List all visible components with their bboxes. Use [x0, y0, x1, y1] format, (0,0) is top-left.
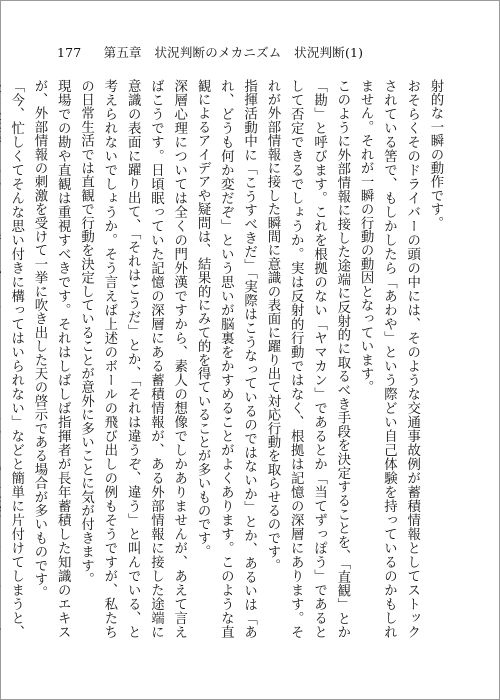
- paragraph: このように外部情報に接した途端に反射的に取るべき手段を決定することを、「直観」とか「勘」と呼びます。これを根拠のない「ヤマカン」であるとか「当てずっぽう」であるとして否定できるでしょうか。実は反射的行動ではなく、根拠は記憶の深層にあります。それが外部情報に接した瞬間に意識の表面に躍り出て対応行動を取らせるのです。: [264, 79, 350, 639]
- paragraph: 指揮活動中に「こうすべきだ」「実際はこうなっているのではないか」とか、あるいは「あれ、どうも何か変だぞ」という思いが脳裏をかすめることがよくあります。このような直観によるアイデアや疑問は、結果的にみて的を得ていることが多いものです。: [195, 79, 257, 639]
- paragraph: 現場での勘や直観は重視すべきです。それはしばしば指揮者が長年蓄積した知識のエキスが、外部情報の刺激を受けて一挙に吹き出した天の啓示である場合が多いものです。: [31, 79, 71, 639]
- chapter-title: 第五章 状況判断のメカニズム 状況判断(1): [103, 45, 364, 60]
- paragraph: 射的な一瞬の動作です。: [428, 79, 443, 230]
- running-header: [57, 43, 371, 61]
- page-number: 177: [57, 45, 82, 60]
- paragraph: おそらくそのドライバーの頭の中には、そのような交通事故例が蓄積情報としてストックされている筈で、もしかしたら「あわや」という際どい自己体験を持っているのかもしれません。それが一瞬の行動の動因となっています。: [358, 79, 420, 639]
- paragraph: 深層心理については全くの門外漢ですから、素人の想像でしかありませんが、あえて言えばこうです。日頃眠っていた記憶の深層にある蓄積情報が、ある外部情報に接した途端に意識の表面に躍り出て、「それはこうだ」とか、「それは違うぞ、違う」と叫んでいる、と考えられないでしょうか。そう言えば上述のボールの飛び出しの例もそうですが、私たちの日常生活では直観で行動を決定していることが意外に多いことに気が付きます。: [78, 79, 187, 639]
- vertical-body-text: [8, 79, 447, 639]
- paragraph: 「今、忙しくてそんな思い付きに構ってはいられない」などと簡単に片付けてしまうと、: [8, 79, 24, 639]
